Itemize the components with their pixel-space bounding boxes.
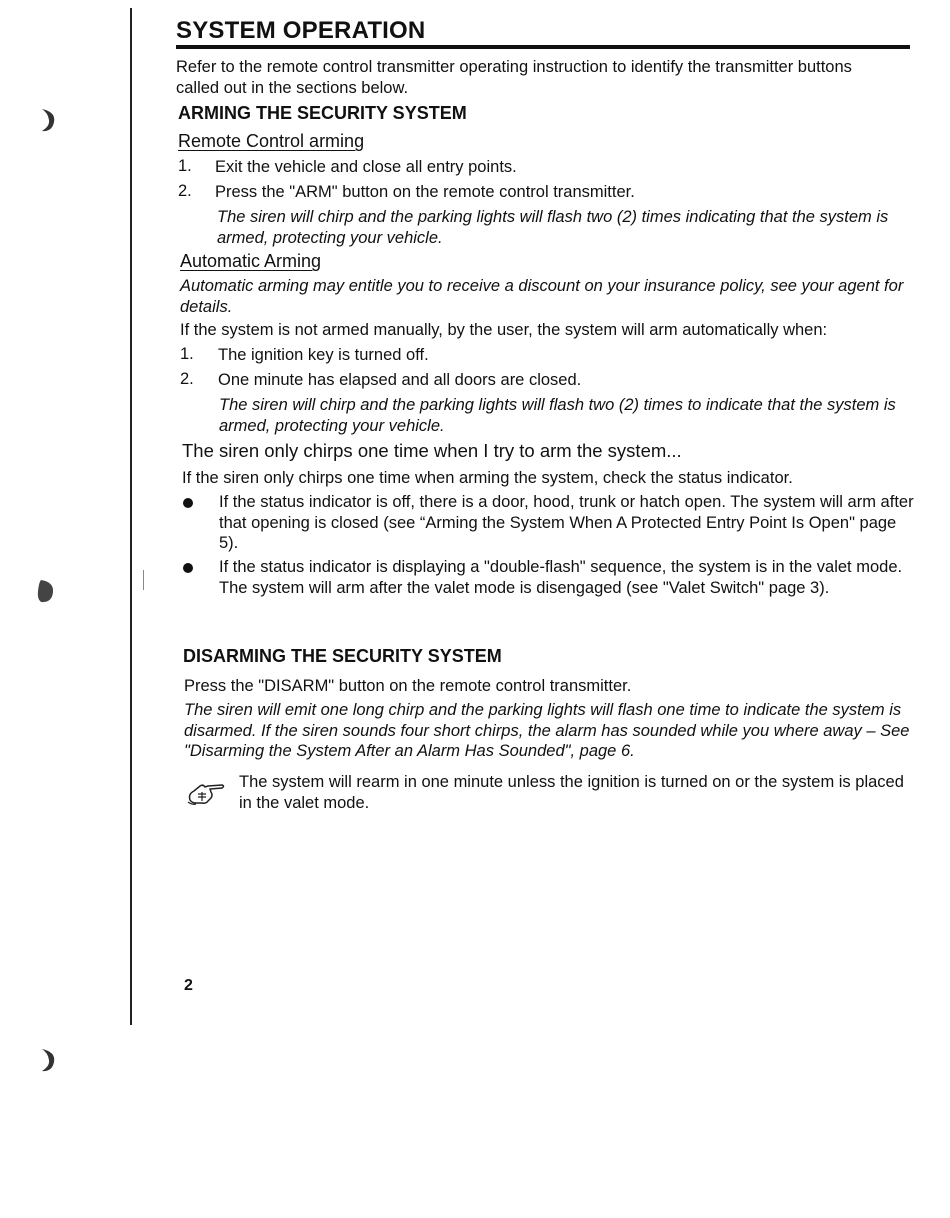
disarm-note: The siren will emit one long chirp and the parking lights will flash one time to indicate the system is disarmed. If the siren sounds four short chirps, the alarm has sounded while you where away – See "Disarming the System After an Alarm Has Sounded", page 6. bbox=[184, 701, 910, 760]
binder-hole-icon bbox=[34, 577, 56, 605]
pointing-hand-icon bbox=[186, 778, 226, 806]
intro-paragraph: Refer to the remote control transmitter operating instruction to identify the transmitter buttons called out in the sections below. bbox=[176, 58, 852, 97]
margin-tick bbox=[143, 570, 144, 590]
title-rule bbox=[176, 45, 910, 49]
step-text: The ignition key is turned off. bbox=[218, 346, 429, 364]
step-number: 2. bbox=[178, 182, 192, 200]
remote-arming-note: The siren will chirp and the parking lights will flash two (2) times indicating that the system is armed, protecting your vehicle. bbox=[217, 208, 889, 247]
binder-hole-icon bbox=[36, 106, 58, 134]
step-text: Exit the vehicle and close all entry points. bbox=[215, 158, 517, 176]
step-number: 2. bbox=[180, 370, 194, 388]
automatic-arming-heading: Automatic Arming bbox=[180, 251, 322, 271]
bullet-item: If the status indicator is off, there is a door, hood, trunk or hatch open. The system will arm after that opening is closed (see “Arming the System When A Protected Entry Point Is Open" page 5). bbox=[219, 493, 914, 552]
step-number: 1. bbox=[178, 157, 192, 175]
remote-arming-heading: Remote Control arming bbox=[178, 131, 365, 151]
margin-rule bbox=[130, 8, 132, 1025]
disarm-instruction: Press the "DISARM" button on the remote control transmitter. bbox=[184, 677, 632, 695]
disarming-heading: DISARMING THE SECURITY SYSTEM bbox=[183, 646, 502, 666]
insurance-note: Automatic arming may entitle you to receive a discount on your insurance policy, see your agent for details. bbox=[180, 277, 904, 316]
bullet-icon bbox=[183, 563, 193, 573]
binder-hole-icon bbox=[36, 1046, 58, 1074]
bullet-icon bbox=[183, 498, 193, 508]
bullet-item: If the status indicator is displaying a "double-flash" sequence, the system is in the valet mode. The system will arm after the valet mode is disengaged (see "Valet Switch" page 3). bbox=[219, 558, 903, 597]
chirp-once-heading: The siren only chirps one time when I try to arm the system... bbox=[182, 440, 682, 461]
automatic-arming-note: The siren will chirp and the parking lights will flash two (2) times to indicate that the system is armed, protecting your vehicle. bbox=[219, 396, 896, 435]
arming-heading: ARMING THE SECURITY SYSTEM bbox=[178, 103, 467, 123]
chirp-once-lead: If the siren only chirps one time when arming the system, check the status indicator. bbox=[182, 469, 793, 487]
page-title: SYSTEM OPERATION bbox=[176, 17, 426, 44]
step-number: 1. bbox=[180, 345, 194, 363]
rearm-tip: The system will rearm in one minute unless the ignition is turned on or the system is placed in the valet mode. bbox=[239, 773, 904, 812]
step-text: Press the "ARM" button on the remote control transmitter. bbox=[215, 183, 635, 201]
page-number: 2 bbox=[184, 977, 193, 994]
step-text: One minute has elapsed and all doors are closed. bbox=[218, 371, 582, 389]
automatic-arming-lead: If the system is not armed manually, by the user, the system will arm automatically when: bbox=[180, 321, 828, 339]
